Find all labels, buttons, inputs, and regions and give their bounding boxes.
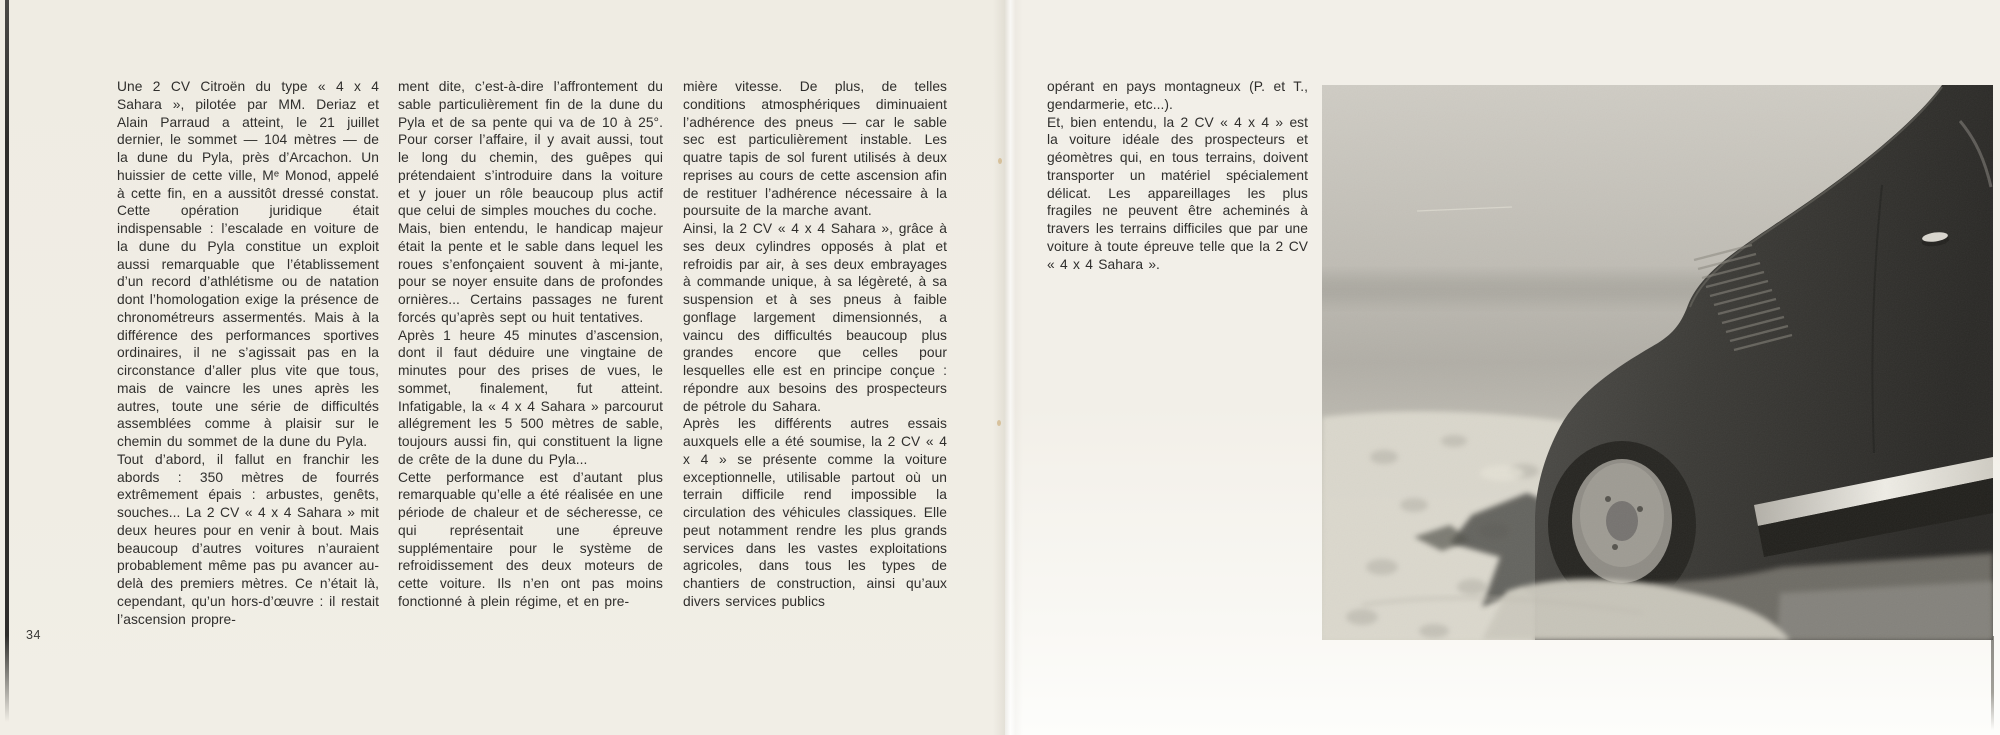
paragraph: Mais, bien entendu, le handicap majeur était la pente et le sable dans lequel les roues s’enfonçaient souvent à mi-jante, pour se noyer ensuite dans de profondes ornières... Certains passages ne furent forcés qu’après sept ou huit tentatives. bbox=[398, 221, 663, 325]
page-number: 34 bbox=[26, 628, 41, 642]
paper-speck bbox=[997, 420, 1001, 426]
text-column-4 bbox=[1047, 78, 1308, 273]
text-column-3 bbox=[683, 78, 947, 611]
paragraph: Et, bien entendu, la 2 CV « 4 x 4 » est la voiture idéale des prospecteurs et géomètres qui, en tous terrains, doivent transporter un matériel spécialement délicat. Les appareillages les plus fragiles ne peuvent être acheminés à travers les terrains difficiles que par une voiture à toute épreuve telle que la 2 CV « 4 x 4 Sahara ». bbox=[1047, 114, 1308, 272]
paragraph: Ainsi, la 2 CV « 4 x 4 Sahara », grâce à ses deux cylindres opposés à plat et refroidis par air, à ses deux embrayages à commande unique, à sa légèreté, à sa suspension et à ses pneus à faible gonflage largement dimensionnés, a vaincu des difficultés beaucoup plus grandes encore que celles pour lesquelles elle est en principe conçue : répondre aux besoins des prospecteurs de pétrole du Sahara. bbox=[683, 221, 947, 414]
text-column-2 bbox=[398, 78, 663, 611]
paragraph: ment dite, c’est-à-dire l’affrontement du sable particulièrement fin de la dune du Pyla et de sa pente qui va de 10 à 25°. Pour corser l’affaire, il y avait aussi, tout le long du chemin, des guêpes qui prétendaient s’introduire dans la voiture et y jouer un rôle beaucoup plus actif que celui de simples mouches du coche. bbox=[398, 79, 663, 219]
paragraph: Après 1 heure 45 minutes d’ascension, dont il faut déduire une vingtaine de minutes pour des prises de vues, le sommet, finalement, fut atteint. Infatigable, la « 4 x 4 Sahara » parcourut allégrement les 5 500 mètres de sable, toujours aussi fin, qui constituent la ligne de crête de la dune du Pyla... bbox=[398, 327, 663, 467]
photo-illustration bbox=[1322, 85, 1993, 640]
photo-2cv-sahara-in-dune bbox=[1322, 85, 1993, 640]
page-edge-line-right bbox=[1991, 636, 1994, 730]
paper-speck bbox=[998, 158, 1002, 164]
page-gutter-crease bbox=[993, 0, 1023, 735]
paragraph: Tout d’abord, il fallut en franchir les abords : 350 mètres de fourrés extrêmement épais : arbustes, genêts, souches... La 2 CV « 4 x 4 Sahara » mit deux heures pour en venir à bout. Mais beaucoup d’autres voitures n’auraient probablement même pas pu avancer au-delà des premiers mètres. Ce n’était là, cependant, qu’un hors-d’œuvre : il restait l’ascension propre- bbox=[117, 451, 379, 627]
paragraph: opérant en pays montagneux (P. et T., gendarmerie, etc...). bbox=[1047, 79, 1308, 112]
page-edge-line-left bbox=[5, 0, 9, 722]
text-column-1 bbox=[117, 78, 379, 628]
paragraph: Après les différents autres essais auxquels elle a été soumise, la 2 CV « 4 x 4 » se présente comme la voiture exceptionnelle, utilisable partout où un terrain difficile rend impossible la circulation des véhicules classiques. Elle peut notamment rendre les plus grands services dans les vastes exploitations agricoles, dans tous les types de chantiers de construction, ainsi qu’aux divers services publics bbox=[683, 416, 947, 609]
paragraph: Cette performance est d’autant plus remarquable qu’elle a été réalisée en une période de chaleur et de sécheresse, ce qui représentait une épreuve supplémentaire pour le système de refroidissement des deux moteurs de cette voiture. Ils n’en ont pas moins fonctionné à plein régime, et en pre- bbox=[398, 469, 663, 609]
paragraph: Une 2 CV Citroën du type « 4 x 4 Sahara », pilotée par MM. Deriaz et Alain Parraud a atteint, le 21 juillet dernier, le sommet — 104 mètres — de la dune du Pyla, près d’Arcachon. Un huissier de cette ville, Mᵉ Monod, appelé à cette fin, en a aussitôt dressé constat. Cette opération juridique était indispensable : l’escalade en voiture de la dune du Pyla constitue un exploit aussi remarquable que l’établissement d’un record d’athlétisme ou de natation dont l’homologation exige la présence de chronométreurs assermentés. Mais à la différence des performances sportives ordinaires, il ne s’agissait pas en la circonstance d’aller plus vite que tous, mais de vaincre les unes après les autres, toute une série de difficultés assemblées comme à plaisir sur le chemin du sommet de la dune du Pyla. bbox=[117, 79, 379, 449]
film-grain-overlay bbox=[1322, 85, 1993, 640]
paragraph: mière vitesse. De plus, de telles conditions atmosphériques diminuaient l’adhérence des pneus — car le sable sec est particulièrement instable. Les quatre tapis de sol furent utilisés à deux reprises au cours de cette ascension afin de restituer l’adhérence nécessaire à la poursuite de la marche avant. bbox=[683, 79, 947, 219]
